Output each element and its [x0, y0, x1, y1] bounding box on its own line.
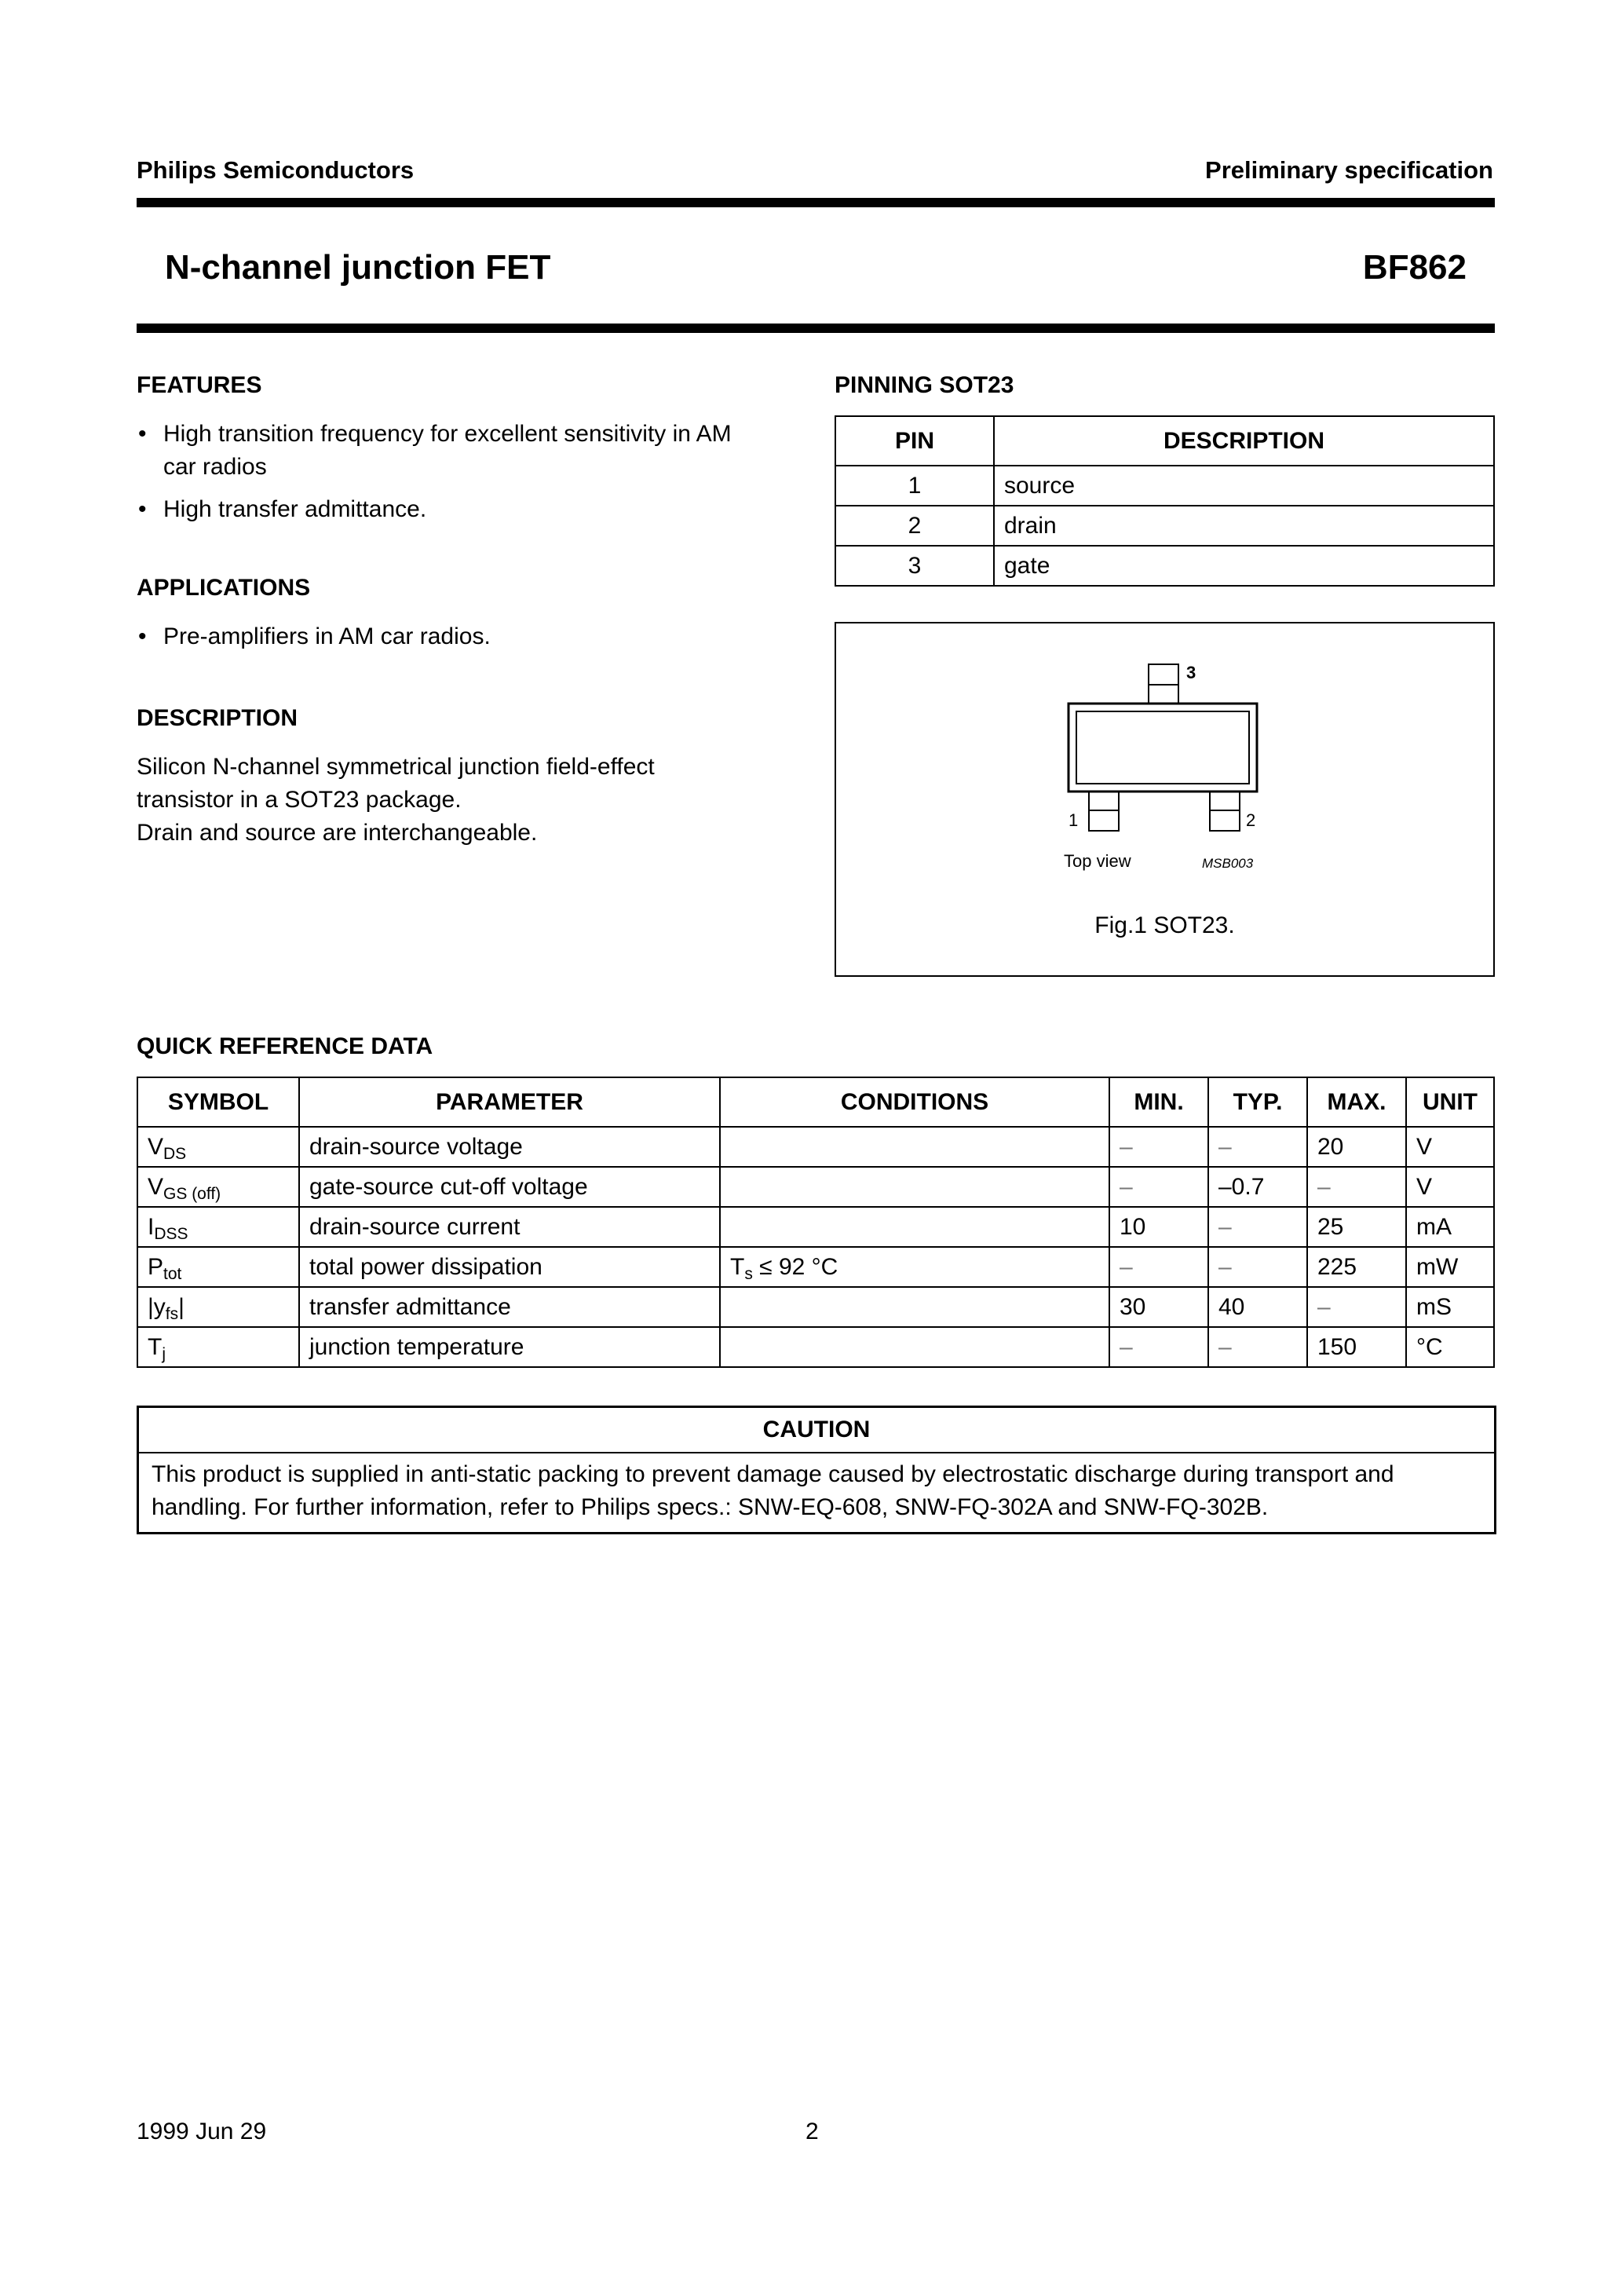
symbol-cell: $V_{GS (off)}$ [137, 1167, 299, 1207]
applications-heading: APPLICATIONS [137, 575, 311, 601]
symbol-cell: $V_{DS}$ [137, 1127, 299, 1167]
company-name: Philips Semiconductors [137, 156, 415, 184]
figure-code: MSB003 [1202, 856, 1254, 871]
spec-type: Preliminary specification [1205, 156, 1493, 184]
part-number: BF862 [1362, 248, 1467, 287]
features-heading: FEATURES [137, 372, 262, 398]
caution-text: This product is supplied in anti-static packing to prevent damage caused by electrostatic discharge during transport and handling. For further information, refer to Philips specs.: SNW-EQ-608, SNW-FQ-302A and SNW-FQ-302B. [152, 1461, 1394, 1520]
table-header-row [137, 1077, 1494, 1127]
table-row: $|y_{fs}|$ transfer admittance 30 40 – mS [137, 1287, 1494, 1327]
quick-ref-heading: QUICK REFERENCE DATA [137, 1033, 433, 1059]
table-row: 3 gate [835, 546, 1494, 586]
table-row: 2 drain [835, 506, 1494, 546]
header-rule-top [137, 198, 1495, 207]
col-conditions: CONDITIONS [720, 1077, 1109, 1127]
footer-date: 1999 Jun 29 [137, 2119, 267, 2144]
symbol-cell: $|y_{fs}|$ [137, 1287, 299, 1327]
table-header-row [835, 416, 1494, 466]
col-pin: PIN [835, 416, 994, 466]
page-title: N-channel junction FET [165, 248, 551, 287]
quick-ref-table [137, 1077, 1495, 1368]
pinning-table [835, 415, 1495, 587]
col-description: DESCRIPTION [994, 416, 1494, 466]
col-unit: UNIT [1406, 1077, 1494, 1127]
description-heading: DESCRIPTION [137, 705, 298, 731]
table-row: 1 source [835, 466, 1494, 506]
symbol-cell: $P_{tot}$ [137, 1247, 299, 1287]
pin-label-3: 3 [1186, 663, 1196, 682]
symbol-cell: $T_j$ [137, 1327, 299, 1367]
table-row: $V_{DS}$ drain-source voltage – – 20 V [137, 1127, 1494, 1167]
sot23-figure [835, 622, 1495, 977]
header-rule-bottom [137, 324, 1495, 333]
pin-label-1: 1 [1069, 810, 1079, 830]
table-row: $V_{GS (off)}$ gate-source cut-off voltage – –0.7 – V [137, 1167, 1494, 1207]
conditions-cell: $T_s \le 92$ °C [720, 1247, 1109, 1287]
features-list [137, 418, 765, 536]
bullet-icon: • [138, 623, 147, 649]
page-number: 2 [806, 2119, 819, 2144]
figure-caption: Fig.1 SOT23. [1094, 912, 1235, 938]
col-symbol: SYMBOL [137, 1077, 299, 1127]
caution-title: CAUTION [139, 1408, 1494, 1453]
caution-box [137, 1406, 1496, 1534]
description-text: Silicon N-channel symmetrical junction field-effect transistor in a SOT23 package. Drain and source are interchangeable. [137, 754, 655, 846]
list-item: • High transfer admittance. [137, 493, 765, 526]
table-row: $P_{tot}$ total power dissipation $T_s \le 92$ °C – – 225 mW [137, 1247, 1494, 1287]
table-row: $I_{DSS}$ drain-source current 10 – 25 mA [137, 1207, 1494, 1247]
table-row: $T_j$ junction temperature – – 150 °C [137, 1327, 1494, 1367]
col-typ: TYP. [1208, 1077, 1307, 1127]
list-item: • High transition frequency for excellent sensitivity in AM car radios [137, 418, 765, 484]
pinning-heading: PINNING SOT23 [835, 372, 1014, 398]
applications-list [137, 620, 765, 663]
bullet-icon: • [138, 496, 147, 522]
top-view-label: Top view [1064, 851, 1131, 871]
symbol-cell: $I_{DSS}$ [137, 1207, 299, 1247]
pin-label-2: 2 [1246, 810, 1256, 830]
col-min: MIN. [1109, 1077, 1208, 1127]
bullet-icon: • [138, 421, 147, 447]
list-item: • Pre-amplifiers in AM car radios. [137, 620, 765, 653]
col-max: MAX. [1307, 1077, 1406, 1127]
col-parameter: PARAMETER [299, 1077, 720, 1127]
